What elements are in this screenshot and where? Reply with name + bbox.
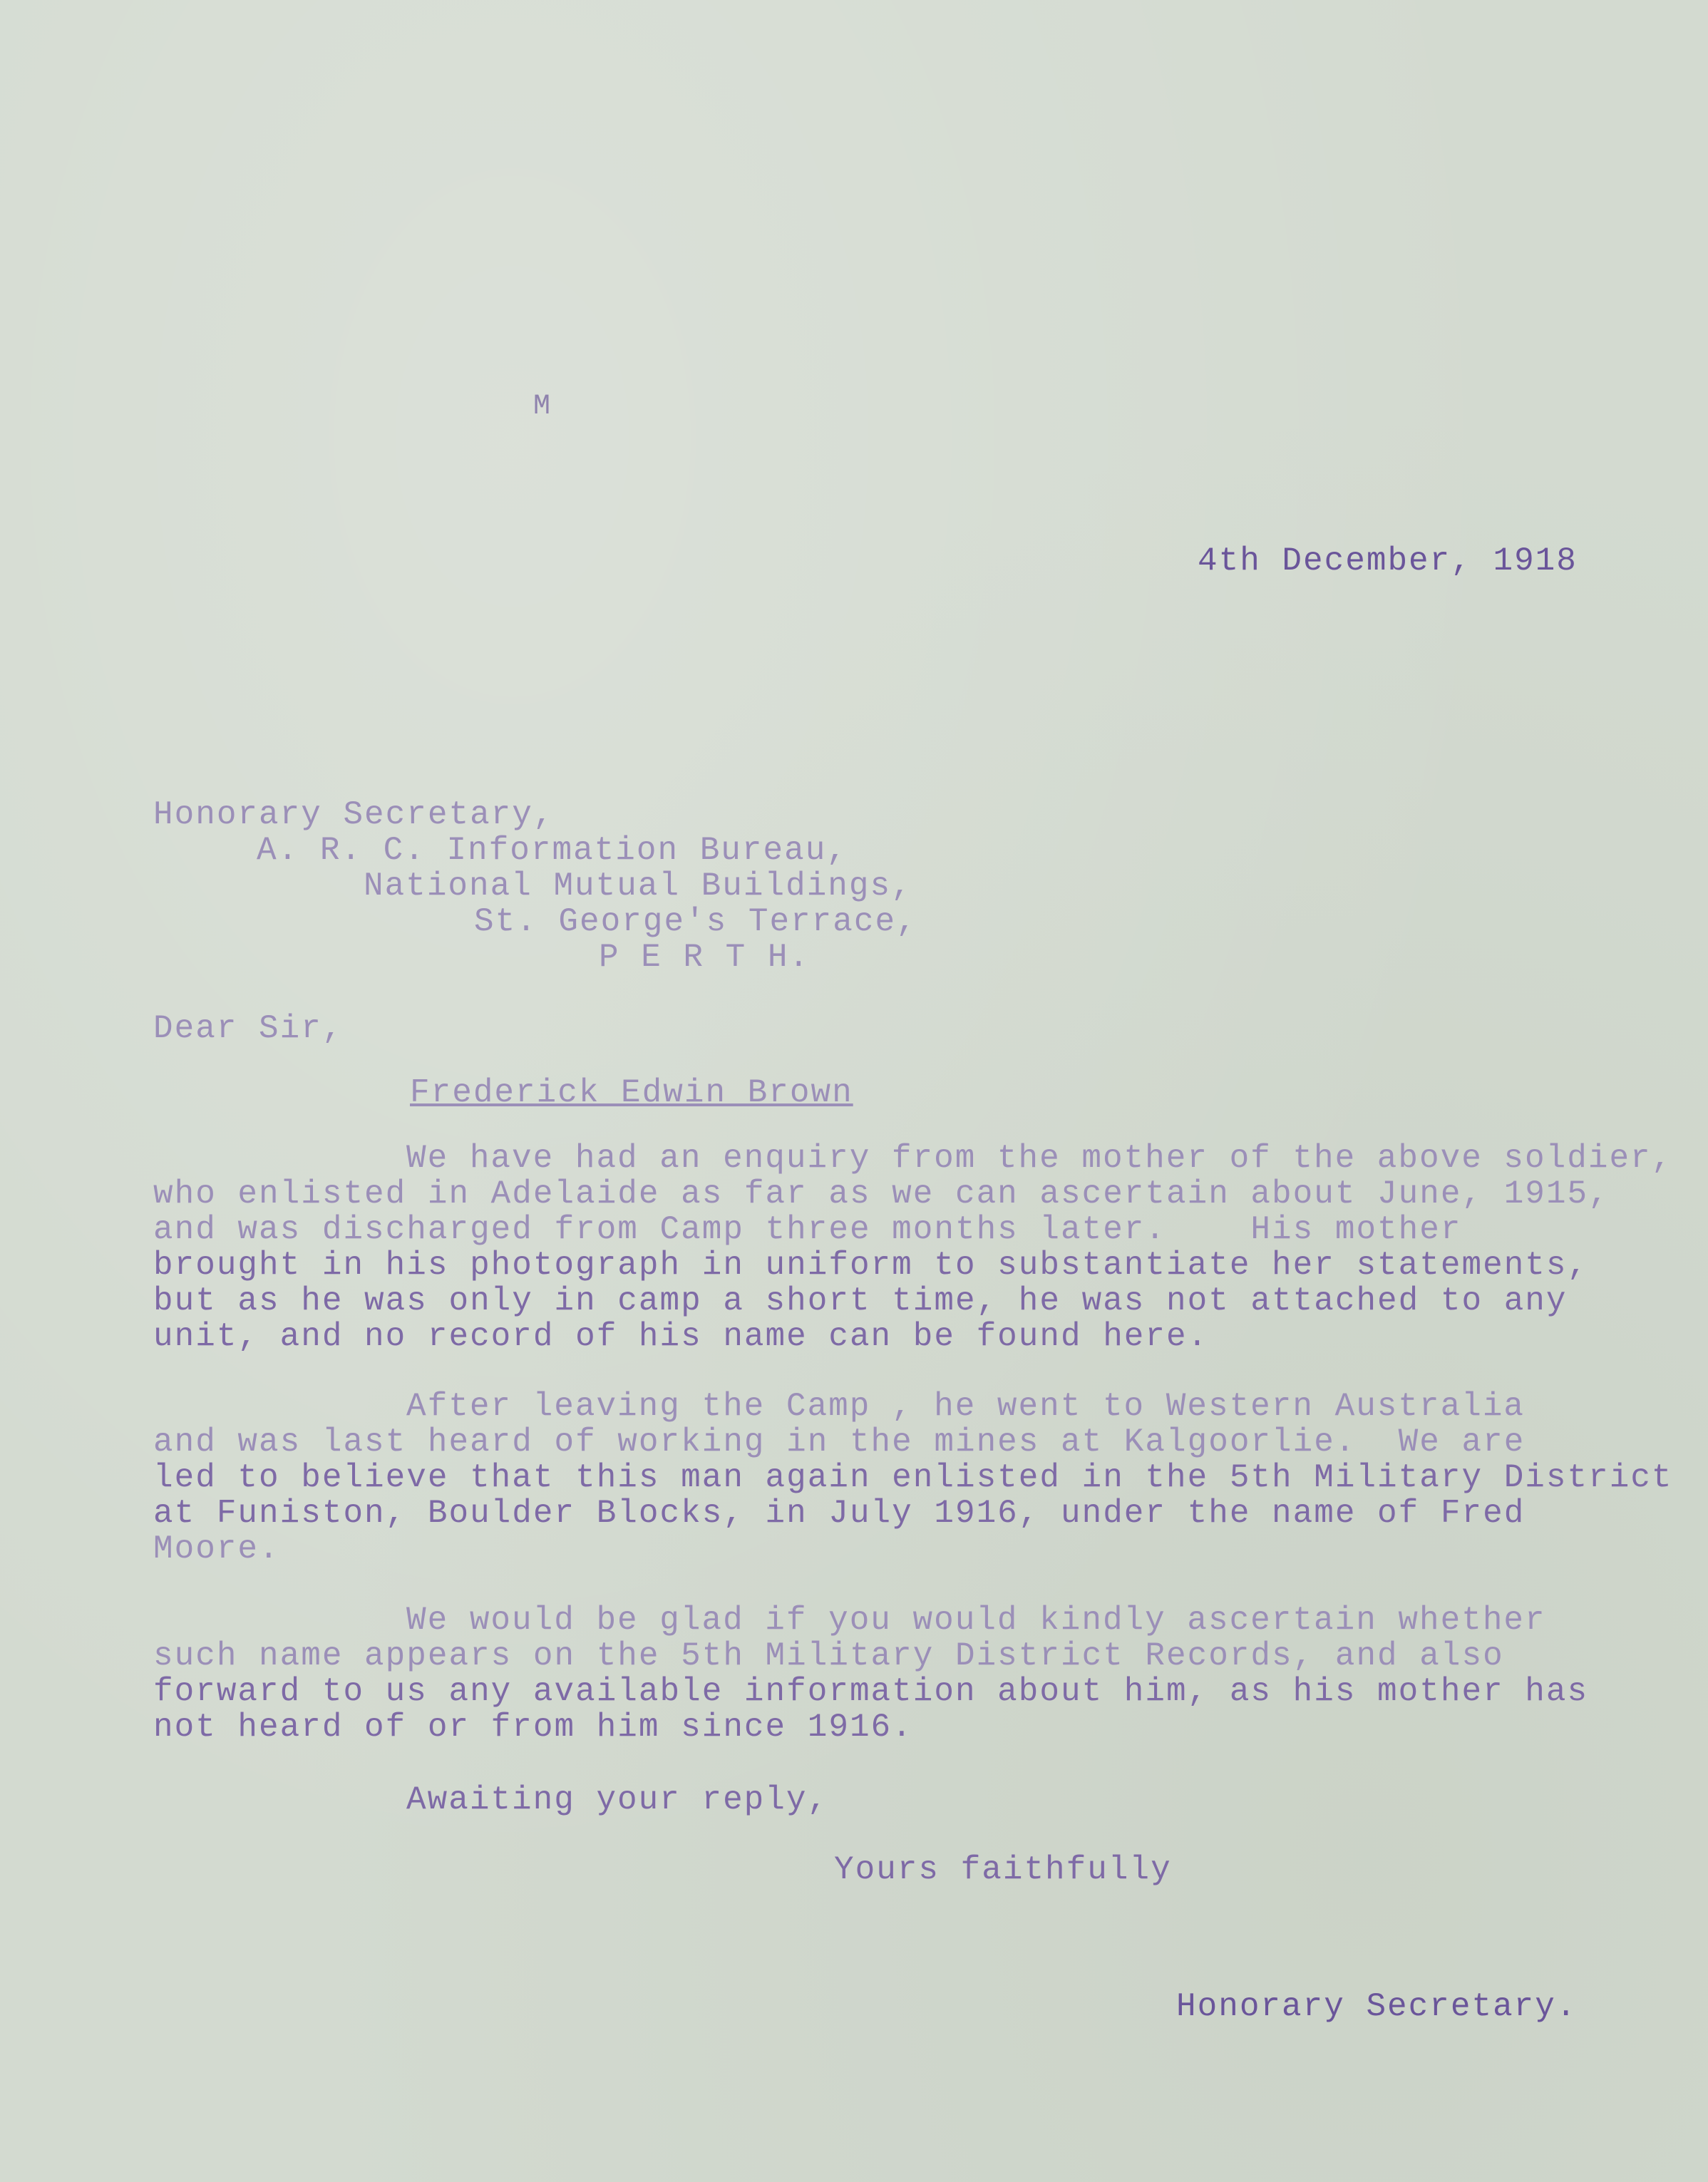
paragraph2-line-2: and was last heard of working in the mines at Kalgoorlie. We are <box>153 1424 1526 1461</box>
address-line-1: Honorary Secretary, <box>153 796 555 833</box>
paragraph1-line-5: but as he was only in camp a short time, he was not attached to any <box>153 1282 1568 1319</box>
paragraph3-line-2: such name appears on the 5th Military District Records, and also <box>153 1637 1504 1674</box>
valediction: Yours faithfully <box>834 1851 1172 1888</box>
subject-line: Frederick Edwin Brown <box>410 1074 853 1111</box>
address-line-2: A. R. C. Information Bureau, <box>257 832 848 869</box>
address-line-3: National Mutual Buildings, <box>364 868 912 905</box>
signature-title: Honorary Secretary. <box>1176 1988 1578 2025</box>
paragraph1-line-6: unit, and no record of his name can be found here. <box>153 1318 1209 1355</box>
paragraph2-line-5: Moore. <box>153 1530 280 1568</box>
paragraph1-line-2: who enlisted in Adelaide as far as we can ascertain about June, 1915, <box>153 1175 1610 1213</box>
paragraph3-line-4: not heard of or from him since 1916. <box>153 1709 913 1746</box>
paragraph3-line-1: We would be glad if you would kindly ascertain whether <box>406 1602 1546 1639</box>
header-mark: M <box>533 391 551 423</box>
address-line-5: P E R T H. <box>599 939 811 976</box>
closing-line: Awaiting your reply, <box>406 1781 829 1818</box>
paragraph2-line-3: led to believe that this man again enlisted in the 5th Military District <box>153 1459 1673 1496</box>
paragraph2-line-1: After leaving the Camp , he went to Western Australia <box>406 1388 1526 1425</box>
address-line-4: St. George's Terrace, <box>474 903 917 940</box>
paragraph1-line-4: brought in his photograph in uniform to substantiate her statements, <box>153 1247 1589 1284</box>
paragraph1-line-3: and was discharged from Camp three months later. His mother <box>153 1211 1462 1248</box>
paragraph3-line-3: forward to us any available information about him, as his mother has <box>153 1673 1589 1710</box>
letter-date: 4th December, 1918 <box>1198 542 1578 580</box>
paragraph2-line-4: at Funiston, Boulder Blocks, in July 1916, under the name of Fred <box>153 1495 1526 1532</box>
salutation: Dear Sir, <box>153 1010 344 1047</box>
paragraph1-line-1: We have had an enquiry from the mother of the above soldier, <box>406 1140 1673 1177</box>
